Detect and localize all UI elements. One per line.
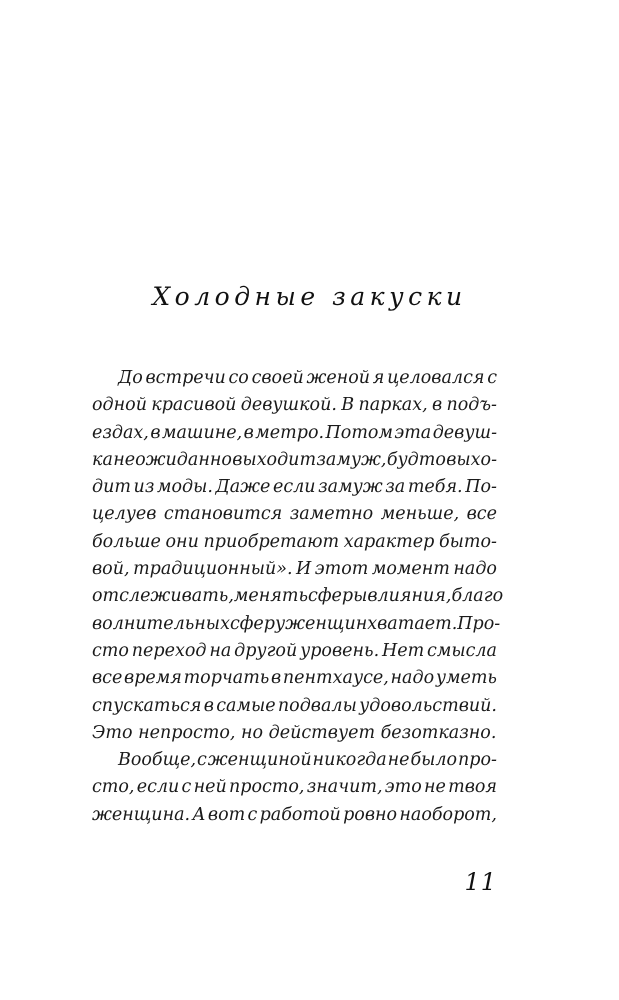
text-line: волнительных сфер у женщин хватает. Про- [92,613,501,634]
chapter-title: Холодные закуски [152,282,467,311]
text-line: До встречи со своей женой я целовался с [118,368,497,388]
text-line: спускаться в самые подвалы удовольствий. [92,695,497,716]
text-line: сто, если с ней просто, значит, это не твоя [92,777,497,798]
page-number: 11 [464,868,497,896]
text-line: ка неожиданно выходит замуж, будто выхо- [92,449,497,470]
text-line: Вообще, с женщиной никогда не было про- [118,750,497,771]
text-line: одной красивой девушкой. В парках, в подъ- [92,395,497,416]
text-line: больше они приобретают характер быто- [92,531,497,552]
text-line: ездах, в машине, в метро. Потом эта девуш- [92,422,497,443]
text-line: отслеживать, менять сферы влияния, благо [92,586,504,607]
text-line: женщина. А вот с работой ровно наоборот, [92,804,497,825]
text-line: вой, традиционный». И этот момент надо [92,559,497,580]
text-line: все время торчать в пентхаусе, надо уметь [92,668,497,689]
text-line: целуев становится заметно меньше, все [92,504,497,525]
text-line: сто переход на другой уровень. Нет смысла [92,640,497,661]
text-line: Это непросто, но действует безотказно. [92,722,497,743]
body-text [92,365,504,829]
text-line: дит из моды. Даже если замуж за тебя. По- [92,477,497,498]
